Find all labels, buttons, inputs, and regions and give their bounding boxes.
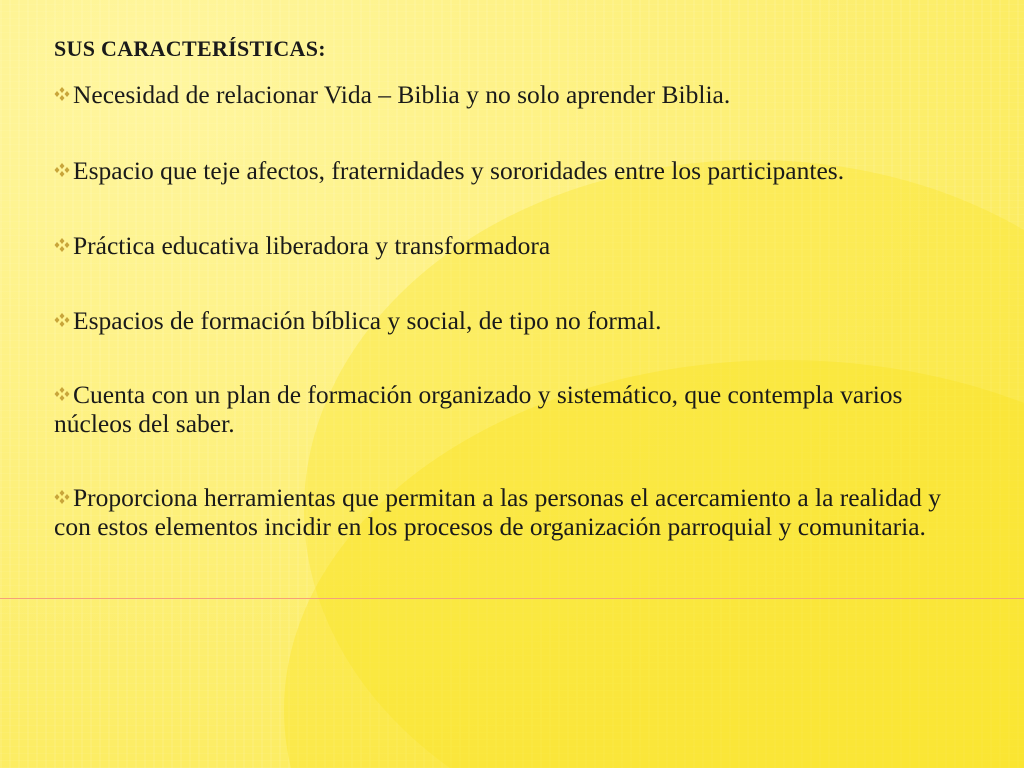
bullet-item <box>54 306 984 335</box>
bullet-text: Cuenta con un plan de formación organizado y sistemático, que contempla varios núcleos del saber. <box>54 380 903 438</box>
bullet-list <box>54 80 984 588</box>
four-diamond-bullet-icon <box>54 387 73 401</box>
bullet-text: Espacios de formación bíblica y social, de tipo no formal. <box>73 306 662 335</box>
four-diamond-bullet-icon <box>54 238 73 252</box>
bullet-text: Necesidad de relacionar Vida – Biblia y no solo aprender Biblia. <box>73 80 731 109</box>
bullet-item <box>54 231 984 260</box>
bullet-item <box>54 156 984 185</box>
accent-line <box>0 598 1024 599</box>
bullet-text: Práctica educativa liberadora y transformadora <box>73 231 551 260</box>
bullet-text: Proporciona herramientas que permitan a las personas el acercamiento a la realidad y con estos elementos incidir en los procesos de organización parroquial y comunitaria. <box>54 483 942 541</box>
slide-title: SUS CARACTERÍSTICAS: <box>54 36 326 61</box>
four-diamond-bullet-icon <box>54 490 73 504</box>
bullet-item <box>54 380 984 438</box>
four-diamond-bullet-icon <box>54 163 73 177</box>
bullet-item <box>54 80 984 109</box>
bullet-text: Espacio que teje afectos, fraternidades y sororidades entre los participantes. <box>73 156 845 185</box>
four-diamond-bullet-icon <box>54 87 73 101</box>
bullet-item <box>54 483 984 541</box>
four-diamond-bullet-icon <box>54 313 73 327</box>
